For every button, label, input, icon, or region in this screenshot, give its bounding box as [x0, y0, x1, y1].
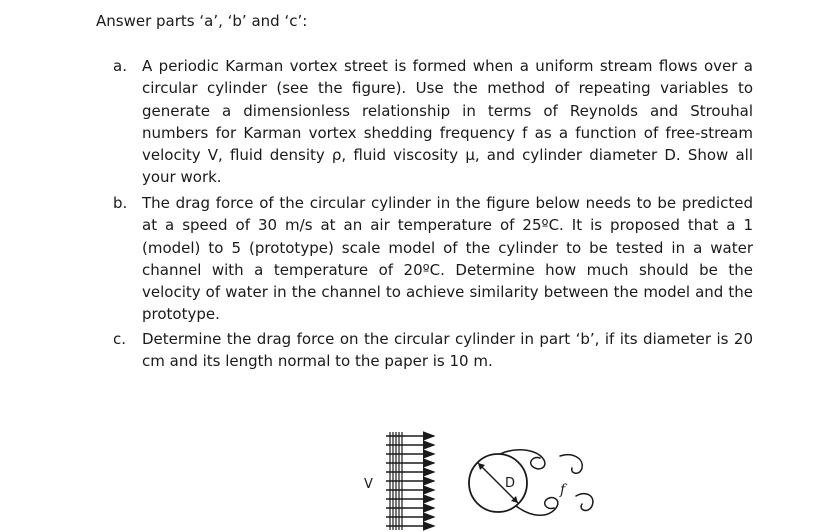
question-a — [113, 55, 753, 189]
question-text: The drag force of the circular cylinder in the figure below needs to be predicted at a speed of 30 m/s at an air temperature of 25ºC. It is proposed that a 1 (model) to 5 (prototype) scale model of the cylinder to be tested in a water channel with a temperature of 20ºC. Determine how much should be the velocity of water in the channel to achieve similarity between the model and the prototype. — [142, 194, 753, 324]
cylinder-figure — [350, 426, 610, 532]
frequency-label: f — [560, 482, 566, 498]
question-letter: c. — [113, 330, 127, 348]
question-b — [113, 192, 753, 326]
question-text: A periodic Karman vortex street is formed when a uniform stream flows over a circular cylinder (see the figure). Use the method of repeating variables to generate a dimensionless relationship in terms of Reynolds and Strouhal numbers for Karman vortex shedding frequency f as a function of free-stream velocity V, fluid density ρ, fluid viscosity μ, and cylinder diameter D. Show all your work. — [142, 57, 753, 187]
instructions-heading: Answer parts ‘a’, ‘b’ and ‘c’: — [96, 12, 308, 30]
diameter-label: D — [505, 476, 516, 491]
question-text: Determine the drag force on the circular cylinder in part ‘b’, if its diameter is 20 cm and its length normal to the paper is 10 m. — [142, 330, 753, 371]
vortex-street-diagram — [350, 426, 610, 532]
question-c — [113, 328, 753, 373]
question-letter: b. — [113, 194, 128, 212]
question-letter: a. — [113, 57, 127, 75]
velocity-label: V — [364, 477, 373, 492]
